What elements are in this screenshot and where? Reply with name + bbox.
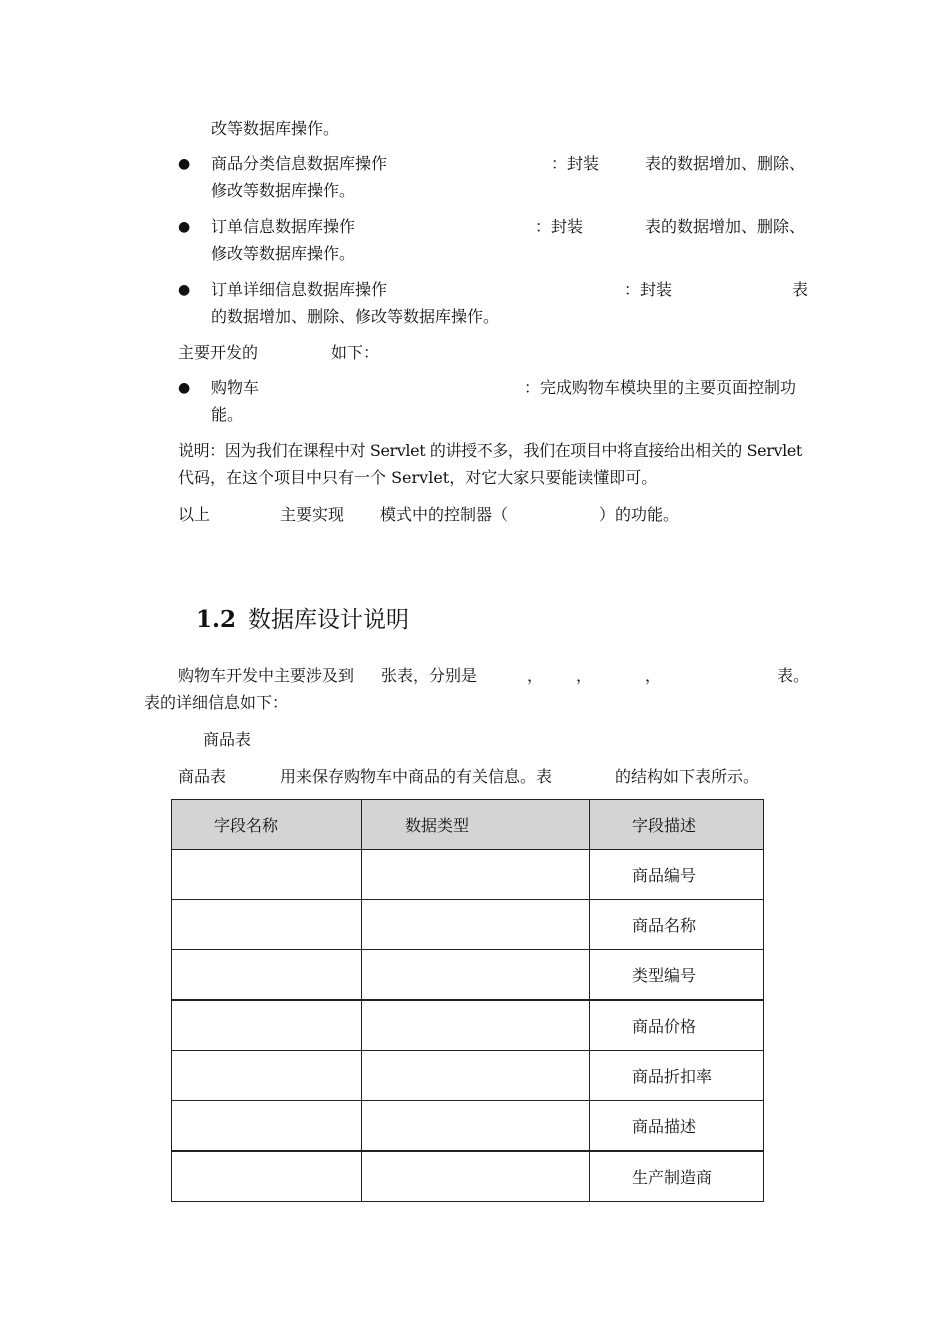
note-line-2: 代码，在这个项目中只有一个 Servlet，对它大家只要能读懂即可。 [178, 468, 658, 487]
goods-desc-c: 的结构如下表所示。 [615, 767, 760, 786]
goods-desc-b: 用来保存购物车中商品的有关信息。表 [280, 767, 553, 786]
db-op-cont: 修改等数据库操作。 [211, 181, 356, 200]
intro-line: 改等数据库操作。 [211, 119, 340, 138]
type-cell [362, 1051, 590, 1101]
db-op-name: 订单信息数据库操作 [211, 217, 356, 236]
note-line-1: 说明：因为我们在课程中对 Servlet 的讲授不多，我们在项目中将直接给出相关的 Servlet [178, 441, 802, 460]
db-op-desc: 表 [792, 280, 809, 299]
header-field-name: 字段名称 [172, 800, 362, 850]
db-op-wrap: ：封装 [551, 154, 600, 173]
desc-cell: 类型编号 [590, 950, 764, 1001]
db-intro-d: 表。 [777, 666, 810, 685]
field-cell [172, 1051, 362, 1101]
type-cell [362, 1101, 590, 1152]
desc-cell: 商品折扣率 [590, 1051, 764, 1101]
header-field-desc: 字段描述 [590, 800, 764, 850]
desc-cell: 商品价格 [590, 1000, 764, 1051]
table-row [172, 900, 764, 950]
db-intro-b: 张表，分别是 [381, 666, 478, 685]
table-row [172, 850, 764, 900]
table-row [172, 1000, 764, 1051]
bullet-icon: ● [178, 282, 191, 298]
db-op-cont: 的数据增加、删除、修改等数据库操作。 [211, 307, 500, 326]
table-row [172, 1051, 764, 1101]
above-b: 主要实现 [280, 505, 345, 524]
type-cell [362, 950, 590, 1001]
table-row [172, 950, 764, 1001]
table-row [172, 1151, 764, 1202]
desc-cell: 商品描述 [590, 1101, 764, 1152]
desc-cell: 商品编号 [590, 850, 764, 900]
table-header-row [172, 800, 764, 850]
above-c: 模式中的控制器（ [380, 505, 509, 524]
main-dev-prefix: 主要开发的 [178, 343, 259, 362]
cart-desc: ：完成购物车模块里的主要页面控制功 [524, 378, 797, 397]
type-cell [362, 850, 590, 900]
type-cell [362, 1000, 590, 1051]
db-intro-comma: ， [527, 666, 544, 685]
field-cell [172, 1101, 362, 1152]
field-cell [172, 950, 362, 1001]
db-intro-line-2: 表的详细信息如下： [144, 693, 289, 712]
bullet-icon: ● [178, 380, 191, 396]
cart-name: 购物车 [211, 378, 260, 397]
field-cell [172, 900, 362, 950]
header-data-type: 数据类型 [362, 800, 590, 850]
db-op-desc: 表的数据增加、删除、 [645, 217, 806, 236]
db-op-wrap: ：封装 [624, 280, 673, 299]
bullet-icon: ● [178, 156, 191, 172]
goods-structure-table [171, 799, 764, 1202]
goods-desc-a: 商品表 [178, 767, 227, 786]
desc-cell: 商品名称 [590, 900, 764, 950]
section-title: 数据库设计说明 [248, 607, 410, 633]
db-intro-comma: ， [645, 666, 662, 685]
db-intro-a: 购物车开发中主要涉及到 [178, 666, 355, 685]
table-row [172, 1101, 764, 1152]
section-heading [196, 606, 409, 634]
field-cell [172, 850, 362, 900]
above-d: ）的功能。 [599, 505, 680, 524]
bullet-icon: ● [178, 219, 191, 235]
db-op-desc: 表的数据增加、删除、 [645, 154, 806, 173]
field-cell [172, 1000, 362, 1051]
main-dev-suffix: 如下： [331, 343, 380, 362]
cart-cont: 能。 [211, 405, 244, 424]
section-number: 1.2 [196, 606, 237, 633]
field-cell [172, 1151, 362, 1202]
above-a: 以上 [178, 505, 211, 524]
db-op-cont: 修改等数据库操作。 [211, 244, 356, 263]
type-cell [362, 1151, 590, 1202]
type-cell [362, 900, 590, 950]
goods-table-title: 商品表 [203, 730, 252, 749]
db-op-name: 订单详细信息数据库操作 [211, 280, 388, 299]
db-intro-comma: ， [576, 666, 593, 685]
db-op-name: 商品分类信息数据库操作 [211, 154, 388, 173]
desc-cell: 生产制造商 [590, 1151, 764, 1202]
db-op-wrap: ：封装 [535, 217, 584, 236]
